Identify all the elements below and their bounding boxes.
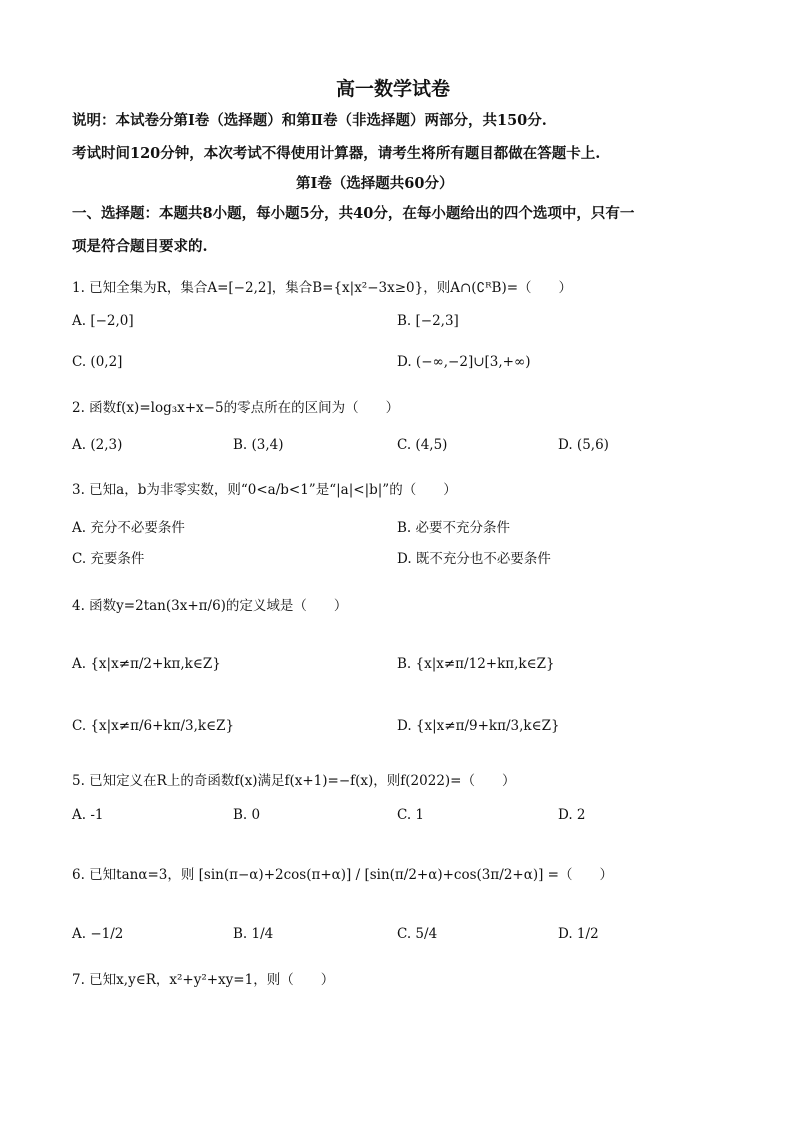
question-1-stem: 1. 已知全集为R，集合A=[−2,2]，集合B={x|x²−3x≥0}，则A∩(∁ᴿB)=（ ） <box>72 280 573 296</box>
question-3-option-c[interactable]: C. 充要条件 <box>72 551 145 567</box>
question-5-option-d[interactable]: D. 2 <box>558 807 586 823</box>
question-5-option-c[interactable]: C. 1 <box>397 807 425 823</box>
note-line-1: 说明：本试卷分第Ⅰ卷（选择题）和第Ⅱ卷（非选择题）两部分，共150分. <box>72 112 547 129</box>
question-4-stem: 4. 函数y=2tan(3x+π/6)的定义域是（ ） <box>72 598 348 614</box>
question-3-option-d[interactable]: D. 既不充分也不必要条件 <box>397 551 551 567</box>
question-6-stem: 6. 已知tanα=3，则 [sin(π−α)+2cos(π+α)] / [sin(π/2+α)+cos(3π/2+α)] =（ ） <box>72 867 613 883</box>
question-7-stem: 7. 已知x,y∈R，x²+y²+xy=1，则（ ） <box>72 972 335 988</box>
question-5-stem: 5. 已知定义在R上的奇函数f(x)满足f(x+1)=−f(x)，则f(2022)=（ ） <box>72 773 516 789</box>
question-2-option-b[interactable]: B. (3,4) <box>233 437 284 453</box>
question-3-option-a[interactable]: A. 充分不必要条件 <box>72 520 185 536</box>
question-6-option-d[interactable]: D. 1/2 <box>558 926 599 942</box>
question-6-option-a[interactable]: A. −1/2 <box>72 926 124 942</box>
question-6-option-c[interactable]: C. 5/4 <box>397 926 438 942</box>
question-1-option-c[interactable]: C. (0,2] <box>72 354 123 370</box>
section-instruction-line-1: 一、选择题：本题共8小题，每小题5分，共40分，在每小题给出的四个选项中，只有一 <box>72 205 635 222</box>
question-1-option-a[interactable]: A. [−2,0] <box>72 313 134 329</box>
question-2-option-c[interactable]: C. (4,5) <box>397 437 448 453</box>
question-5-option-a[interactable]: A. -1 <box>72 807 104 823</box>
question-2-option-a[interactable]: A. (2,3) <box>72 437 123 453</box>
question-4-option-c[interactable]: C. {x|x≠π/6+kπ/3,k∈Z} <box>72 718 235 734</box>
part-heading: 第Ⅰ卷（选择题共60分） <box>296 175 454 192</box>
question-3-option-b[interactable]: B. 必要不充分条件 <box>397 520 511 536</box>
page-title: 高一数学试卷 <box>336 78 451 100</box>
question-1-option-b[interactable]: B. [−2,3] <box>397 313 459 329</box>
question-1-option-d[interactable]: D. (−∞,−2]∪[3,+∞) <box>397 354 531 370</box>
question-2-option-d[interactable]: D. (5,6) <box>558 437 609 453</box>
section-instruction-line-2: 项是符合题目要求的. <box>72 238 208 255</box>
question-6-option-b[interactable]: B. 1/4 <box>233 926 274 942</box>
note-line-2: 考试时间120分钟，本次考试不得使用计算器，请考生将所有题目都做在答题卡上. <box>72 145 601 162</box>
question-4-option-b[interactable]: B. {x|x≠π/12+kπ,k∈Z} <box>397 656 555 672</box>
question-5-option-b[interactable]: B. 0 <box>233 807 261 823</box>
question-4-option-a[interactable]: A. {x|x≠π/2+kπ,k∈Z} <box>72 656 221 672</box>
question-4-option-d[interactable]: D. {x|x≠π/9+kπ/3,k∈Z} <box>397 718 560 734</box>
question-2-stem: 2. 函数f(x)=log₃x+x−5的零点所在的区间为（ ） <box>72 400 400 416</box>
question-3-stem: 3. 已知a，b为非零实数，则“0<a/b<1”是“|a|<|b|”的（ ） <box>72 482 457 498</box>
